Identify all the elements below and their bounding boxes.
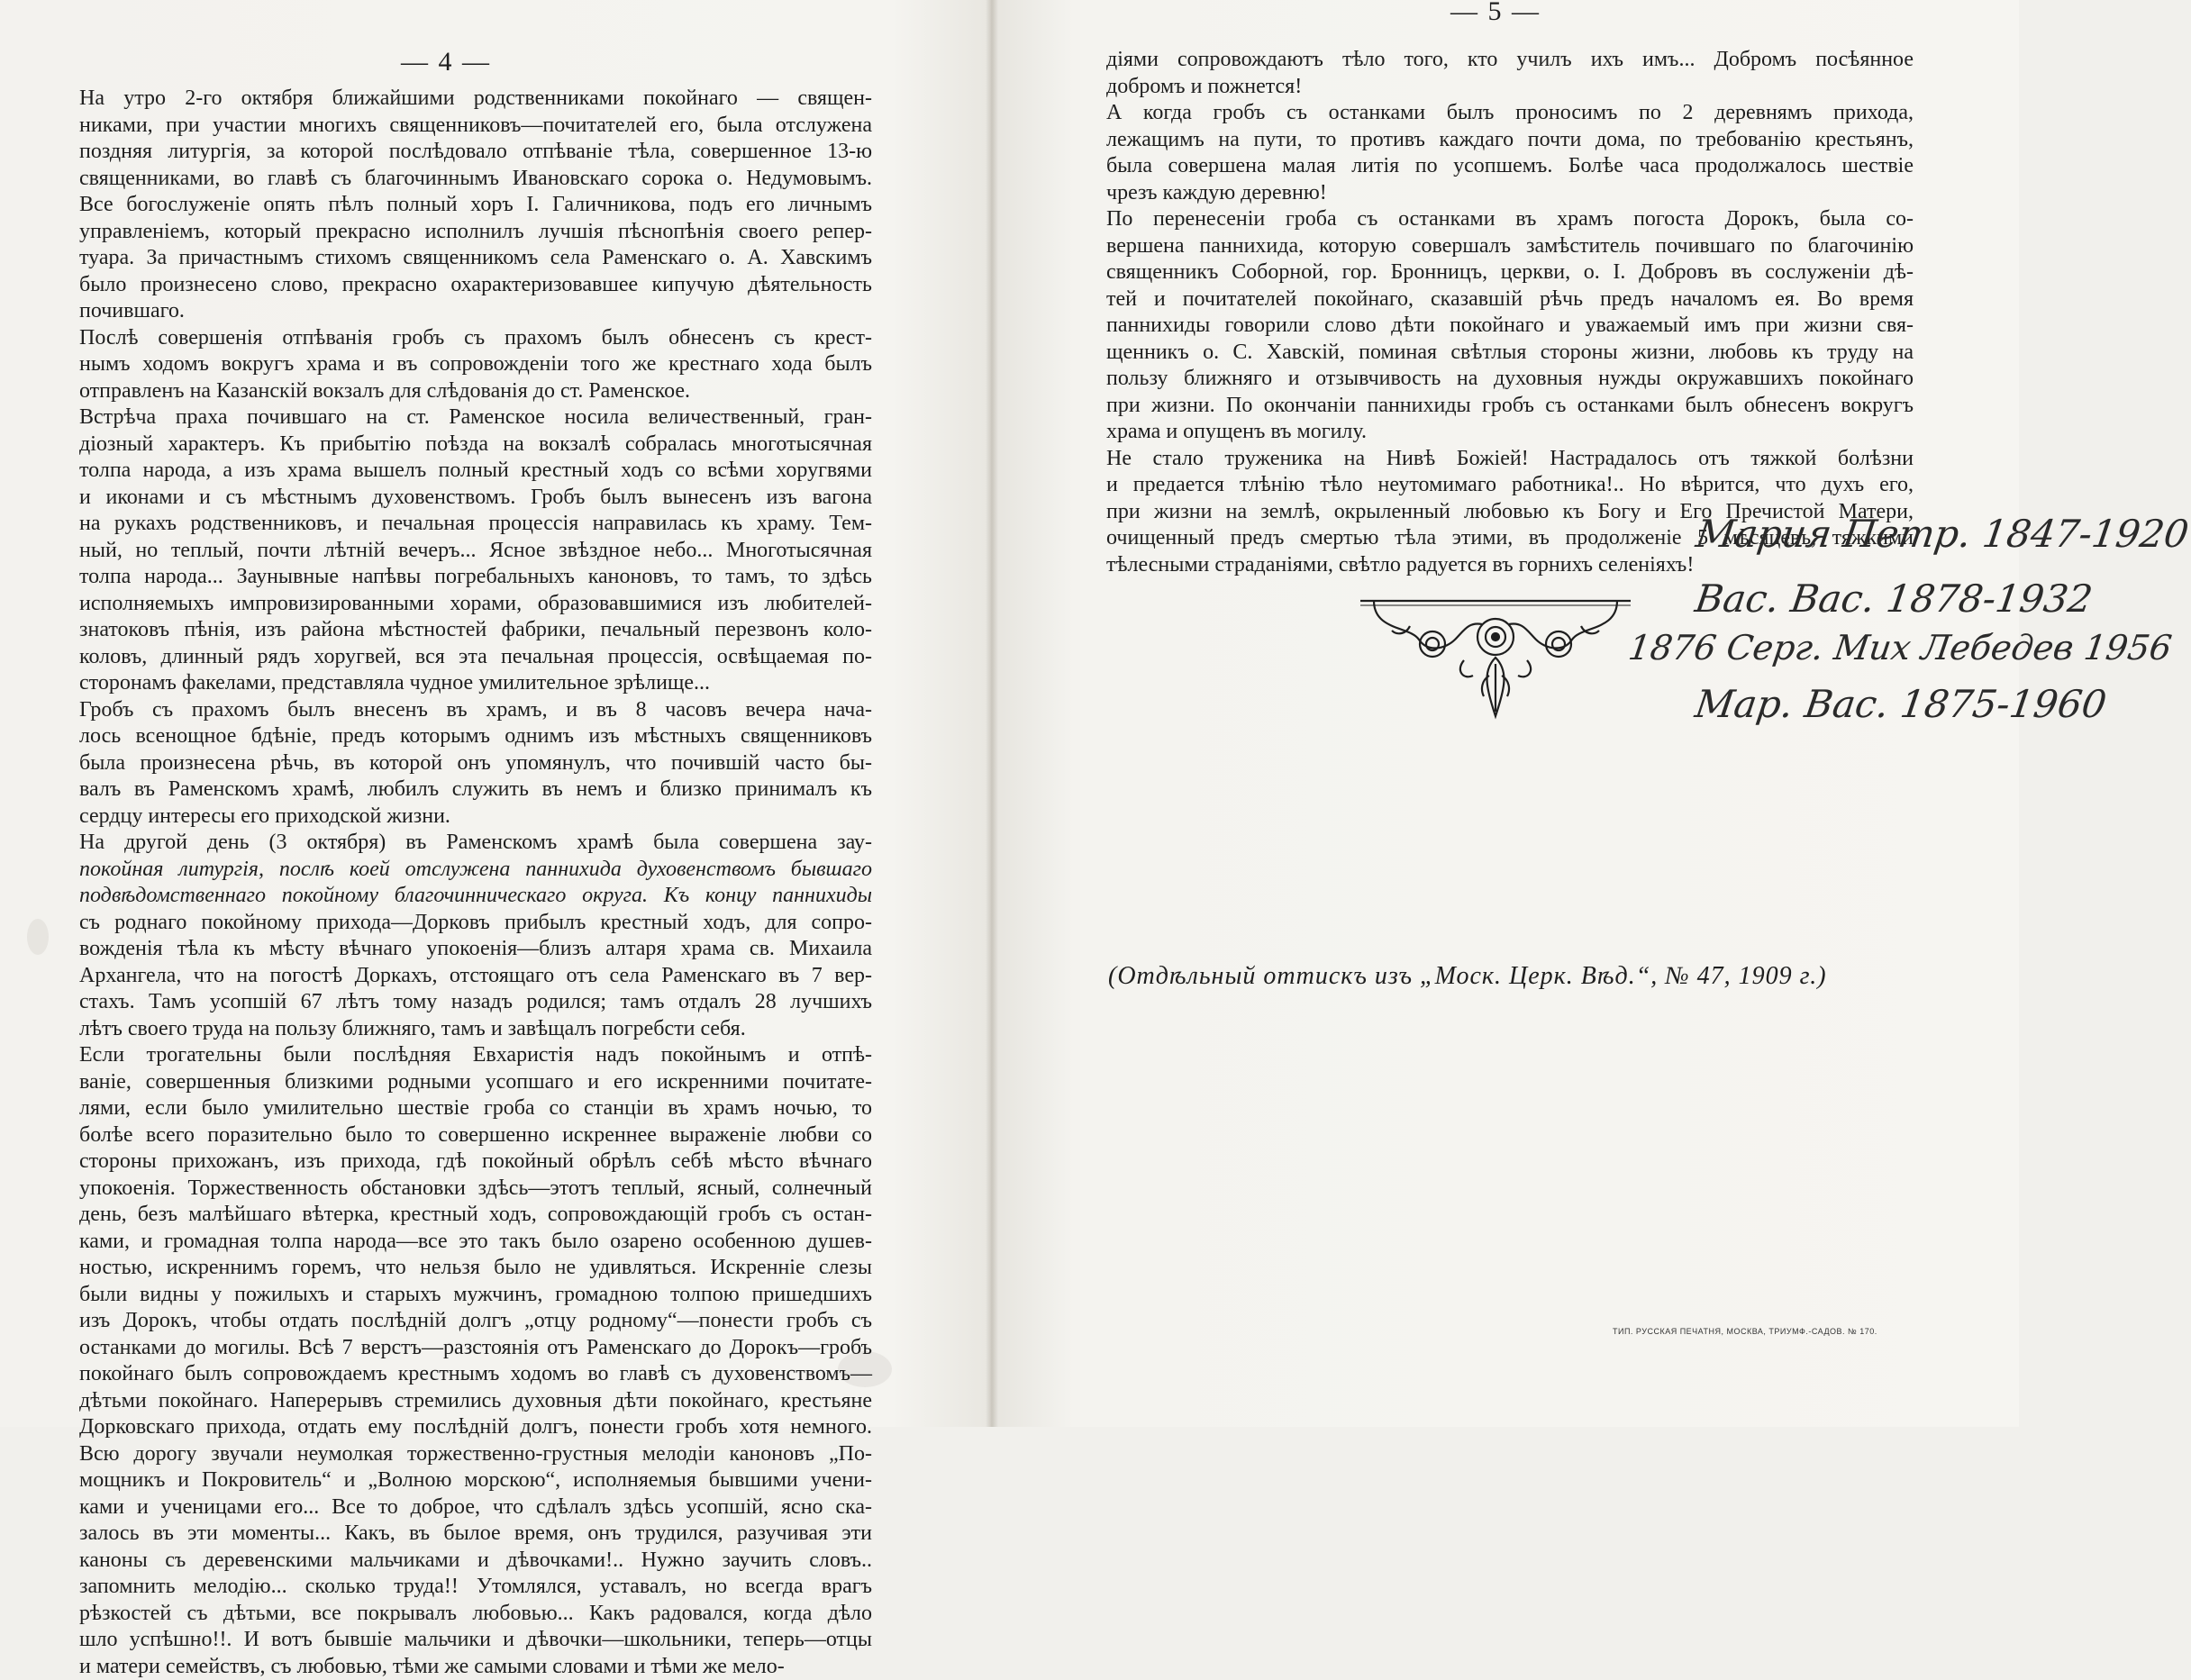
paragraph bbox=[50, 325, 872, 405]
text-line: валъ въ Раменскомъ храмѣ, любилъ служить въ немъ и близко принималъ къ bbox=[50, 776, 872, 804]
text-line: Гробъ съ прахомъ былъ внесенъ въ храмъ, и въ 8 часовъ вечера нача- bbox=[50, 697, 872, 724]
text-line: каноны съ деревенскими мальчиками и дѣвочками!.. Нужно заучить словъ.. bbox=[50, 1548, 872, 1575]
text-line: покойнаго былъ сопровождаемъ крестнымъ ходомъ во главѣ съ духовенствомъ— bbox=[50, 1361, 872, 1388]
paragraph bbox=[50, 697, 872, 831]
paragraph bbox=[1077, 206, 1914, 446]
paragraph bbox=[50, 1042, 872, 1680]
handwritten-note-3: 1876 Серг. Мих Лебедев 1956 bbox=[1626, 628, 2174, 667]
text-line: По перенесеніи гроба съ останками въ храмъ погоста Дорокъ, была со- bbox=[1077, 206, 1914, 233]
handwritten-note-2: Вас. Вас. 1878-1932 bbox=[1693, 577, 2096, 621]
text-line: при жизни. По окончаніи паннихиды гробъ съ останками былъ обнесенъ вокругъ bbox=[1077, 393, 1914, 420]
text-line: была произнесена рѣчь, въ которой онъ упомянулъ, что почившій часто бы- bbox=[50, 750, 872, 777]
text-line: лями, если было умилительно шествіе гроба со станціи въ храмъ ночью, то bbox=[50, 1095, 872, 1122]
left-page-text bbox=[50, 86, 872, 1680]
text-line: Все богослуженіе опять пѣлъ полный хоръ I. Галичникова, подъ его личнымъ bbox=[50, 192, 872, 219]
text-line: день, безъ малѣйшаго вѣтерка, крестный ходъ, сопровождающій гробъ съ остан- bbox=[50, 1202, 872, 1229]
paragraph bbox=[50, 86, 872, 325]
handwritten-note-1: Мария Петр. 1847-1920 bbox=[1694, 512, 2191, 556]
text-line: На утро 2-го октября ближайшими родственниками покойнаго — священ- bbox=[50, 86, 872, 113]
text-line: чрезъ каждую деревню! bbox=[1077, 180, 1914, 207]
text-line: ками и ученицами его... Все то доброе, что сдѣлалъ здѣсь усопшій, ясно ска- bbox=[50, 1494, 872, 1521]
text-line: Архангела, что на погостѣ Доркахъ, отстоящаго отъ села Раменскаго въ 7 вер- bbox=[50, 963, 872, 990]
page-number-left: — 4 — bbox=[401, 47, 491, 77]
text-line: была совершена малая литія по усопшемъ. Болѣе часа продолжалось шествіе bbox=[1077, 153, 1914, 180]
text-line: залось въ эти моменты... Какъ, въ былое время, онъ трудился, разучивая эти bbox=[50, 1521, 872, 1548]
text-line: Дорковскаго прихода, отдать ему послѣдній долгъ, понести гробъ хотя немного. bbox=[50, 1414, 872, 1441]
page-fold bbox=[986, 0, 998, 1427]
text-line: подвѣдомственнаго покойному благочинническаго округа. Къ концу паннихиды bbox=[50, 883, 872, 910]
text-line: Не стало труженика на Нивѣ Божіей! Настрадалось отъ тяжкой болѣзни bbox=[1077, 446, 1914, 473]
text-line: знатоковъ пѣнія, изъ района мѣстностей фабрики, печальный перезвонъ коло- bbox=[50, 617, 872, 644]
paragraph bbox=[50, 404, 872, 697]
text-line: паннихиды говорили слово дѣти покойнаго и уважаемый имъ при жизни свя- bbox=[1077, 313, 1914, 340]
text-line: ный, но теплый, почти лѣтній вечеръ... Ясное звѣздное небо... Многотысячная bbox=[50, 538, 872, 565]
text-line: священникъ Соборной, гор. Бронницъ, церкви, о. I. Добровъ въ сослуженіи дѣ- bbox=[1077, 259, 1914, 286]
text-line: и предается тлѣнію тѣло неутомимаго работника!.. Но вѣрится, что духъ его, bbox=[1077, 472, 1914, 499]
right-page-text bbox=[1077, 47, 1914, 578]
text-line: священниками, во главѣ съ благочиннымъ Ивановскаго сорока о. Недумовымъ. bbox=[50, 166, 872, 193]
text-line: останками до могилы. Всѣ 7 верстъ—разстоянія отъ Раменскаго до Дорокъ—гробъ bbox=[50, 1335, 872, 1362]
text-line: лось всенощное бдѣніе, предъ которымъ однимъ изъ мѣстныхъ священниковъ bbox=[50, 723, 872, 750]
text-line: болѣе всего поразительно было то совершенно искреннее выраженіе любви со bbox=[50, 1122, 872, 1149]
text-line: ностью, искреннимъ горемъ, что нельзя было не удивляться. Искренніе слезы bbox=[50, 1255, 872, 1282]
text-line: тѣлесными страданіями, свѣтло радуется въ горнихъ селеніяхъ! bbox=[1077, 552, 1914, 579]
text-line: упокоенія. Торжественность обстановки здѣсь—этотъ теплый, ясный, солнечный bbox=[50, 1176, 872, 1203]
text-line: шло успѣшно!!. И вотъ бывшіе мальчики и дѣвочки—школьники, теперь—отцы bbox=[50, 1627, 872, 1654]
text-line: тей и почитателей покойнаго, сказавшій рѣчь предъ началомъ ея. Во время bbox=[1077, 286, 1914, 313]
text-line: и иконами и съ мѣстнымъ духовенствомъ. Гробъ былъ вынесенъ изъ вагона bbox=[50, 485, 872, 512]
text-line: покойная литургія, послѣ коей отслужена паннихида духовенствомъ бывшаго bbox=[50, 857, 872, 884]
text-line: вершена паннихида, которую совершалъ замѣститель почившаго по благочинію bbox=[1077, 233, 1914, 260]
text-line: при жизни на землѣ, окрыленный любовью къ Богу и Его Пречистой Матери, bbox=[1077, 499, 1914, 526]
text-line: запомнить мелодію... сколько труда!! Утомлялся, уставалъ, но всегда врагъ bbox=[50, 1574, 872, 1601]
text-line: ваніе, совершенныя близкими родными усопшаго и его искренними почитате- bbox=[50, 1069, 872, 1096]
text-line: рѣзкостей съ дѣтьми, все покрывалъ любовью... Какъ радовался, когда дѣло bbox=[50, 1601, 872, 1628]
text-line: А когда гробъ съ останками былъ проносимъ по 2 деревнямъ прихода, bbox=[1077, 100, 1914, 127]
text-line: На другой день (3 октября) въ Раменскомъ храмѣ была совершена зау- bbox=[50, 830, 872, 857]
text-line: и матери семействъ, съ любовью, тѣми же самыми словами и тѣми же мело- bbox=[50, 1654, 872, 1680]
text-line: Встрѣча праха почившаго на ст. Раменское носила величественный, гран- bbox=[50, 404, 872, 431]
handwritten-note-4: Мар. Вас. 1875-1960 bbox=[1693, 682, 2110, 726]
text-line: лѣтъ своего труда на пользу ближняго, тамъ и завѣщалъ погребсти себя. bbox=[50, 1016, 872, 1043]
text-line: стахъ. Тамъ усопшій 67 лѣтъ тому назадъ родился; тамъ отдалъ 28 лучшихъ bbox=[50, 989, 872, 1016]
text-line: были видны у пожилыхъ и старыхъ мужчинъ, громадною толпою пришедшихъ bbox=[50, 1282, 872, 1309]
text-line: исполняемыхъ импровизированными хорами, образовавшимися изъ любителей- bbox=[50, 591, 872, 618]
text-line: діозный характеръ. Къ прибытію поѣзда на вокзалѣ собралась многотысячная bbox=[50, 431, 872, 459]
printer-imprint: ТИП. РУССКАЯ ПЕЧАТНЯ, МОСКВА, ТРИУМФ.-САДОВ. № 170. bbox=[1613, 1327, 1877, 1336]
text-line: храма и опущенъ въ могилу. bbox=[1077, 419, 1914, 446]
text-line: Всю дорогу звучали неумолкая торжественно-грустныя мелодіи каноновъ „По- bbox=[50, 1441, 872, 1468]
text-line: на рукахъ родственниковъ, и печальная процессія направилась къ храму. Тем- bbox=[50, 511, 872, 538]
text-line: сердцу интересы его приходской жизни. bbox=[50, 804, 872, 831]
paragraph bbox=[50, 830, 872, 1042]
text-line: Послѣ совершенія отпѣванія гробъ съ прахомъ былъ обнесенъ съ крест- bbox=[50, 325, 872, 352]
text-line: поздняя литургія, за которой послѣдовало отпѣваніе тѣла, совершенное 13-ю bbox=[50, 139, 872, 166]
text-line: сторонамъ факелами, представляла чудное умилительное зрѣлище... bbox=[50, 670, 872, 697]
text-line: было произнесено слово, прекрасно охарактеризовавшее кипучую дѣятельность bbox=[50, 272, 872, 299]
text-line: щенникъ о. С. Хавскій, поминая свѣтлыя стороны жизни, любовь къ труду на bbox=[1077, 340, 1914, 367]
text-line: управленіемъ, который прекрасно исполнилъ лучшія пѣснопѣнія своего репер- bbox=[50, 219, 872, 246]
text-line: пользу ближняго и отзывчивость на духовныя нужды окружавшихъ покойнаго bbox=[1077, 366, 1914, 393]
text-line: стороны прихожанъ, изъ прихода, гдѣ покойный обрѣлъ себѣ мѣсто вѣчнаго bbox=[50, 1149, 872, 1176]
ornament-vignette bbox=[1356, 590, 1635, 721]
text-line: Если трогательны были послѣдняя Евхаристія надъ покойнымъ и отпѣ- bbox=[50, 1042, 872, 1069]
text-line: лежащимъ на пути, то противъ каждаго почти дома, по требованію крестьянъ, bbox=[1077, 127, 1914, 154]
text-line: никами, при участии многихъ священниковъ—почитателей его, была отслужена bbox=[50, 113, 872, 140]
text-line: очищенный предъ смертью тѣла этими, въ продолженіе 5 мѣсяцевъ, тяжкими bbox=[1077, 525, 1914, 552]
text-line: вожденія тѣла къ мѣсту вѣчнаго упокоенія—близъ алтаря храма св. Михаила bbox=[50, 936, 872, 963]
paper-smudge bbox=[27, 919, 49, 955]
text-line: коловъ, длинный рядъ хоругвей, вся эта печальная процессія, освѣщаемая по- bbox=[50, 644, 872, 671]
text-line: изъ Дорокъ, чтобы отдать послѣдній долгъ „отцу родному“—понести гробъ съ bbox=[50, 1308, 872, 1335]
text-line: мощникъ и Покровитель“ и „Волною морскою“, исполняемыя бывшими учени- bbox=[50, 1467, 872, 1494]
paragraph bbox=[1077, 100, 1914, 206]
text-line: толпа народа... Заунывные напѣвы погребальныхъ каноновъ, то тамъ, то здѣсь bbox=[50, 564, 872, 591]
text-line: дѣтьми покойнаго. Наперерывъ стремились духовныя дѣти покойнаго, крестьяне bbox=[50, 1388, 872, 1415]
text-line: толпа народа, а изъ храма вышелъ полный крестный ходъ со всѣми хоругвями bbox=[50, 458, 872, 485]
text-line: нымъ ходомъ вокругъ храма и въ сопровожденіи того же крестнаго хода былъ bbox=[50, 351, 872, 378]
text-line: почившаго. bbox=[50, 298, 872, 325]
offprint-note: (Отдѣльный оттискъ изъ „Моск. Церк. Вѣд.“, № 47, 1909 г.) bbox=[1108, 962, 1827, 991]
text-line: съ роднаго покойному прихода—Дорковъ прибылъ крестный ходъ, для сопро- bbox=[50, 910, 872, 937]
text-line: добромъ и пожнется! bbox=[1077, 74, 1914, 101]
text-line: ками, и громадная толпа народа—все это такъ было озарено особенною душев- bbox=[50, 1229, 872, 1256]
text-line: діями сопровождаютъ тѣло того, кто училъ ихъ имъ... Добромъ посѣянное bbox=[1077, 47, 1914, 74]
text-line: отправленъ на Казанскій вокзалъ для слѣдованія до ст. Раменское. bbox=[50, 378, 872, 405]
text-line: туара. За причастнымъ стихомъ священникомъ села Раменскаго о. А. Хавскимъ bbox=[50, 245, 872, 272]
paragraph bbox=[1077, 47, 1914, 100]
page-number-right: — 5 — bbox=[1450, 0, 1541, 27]
